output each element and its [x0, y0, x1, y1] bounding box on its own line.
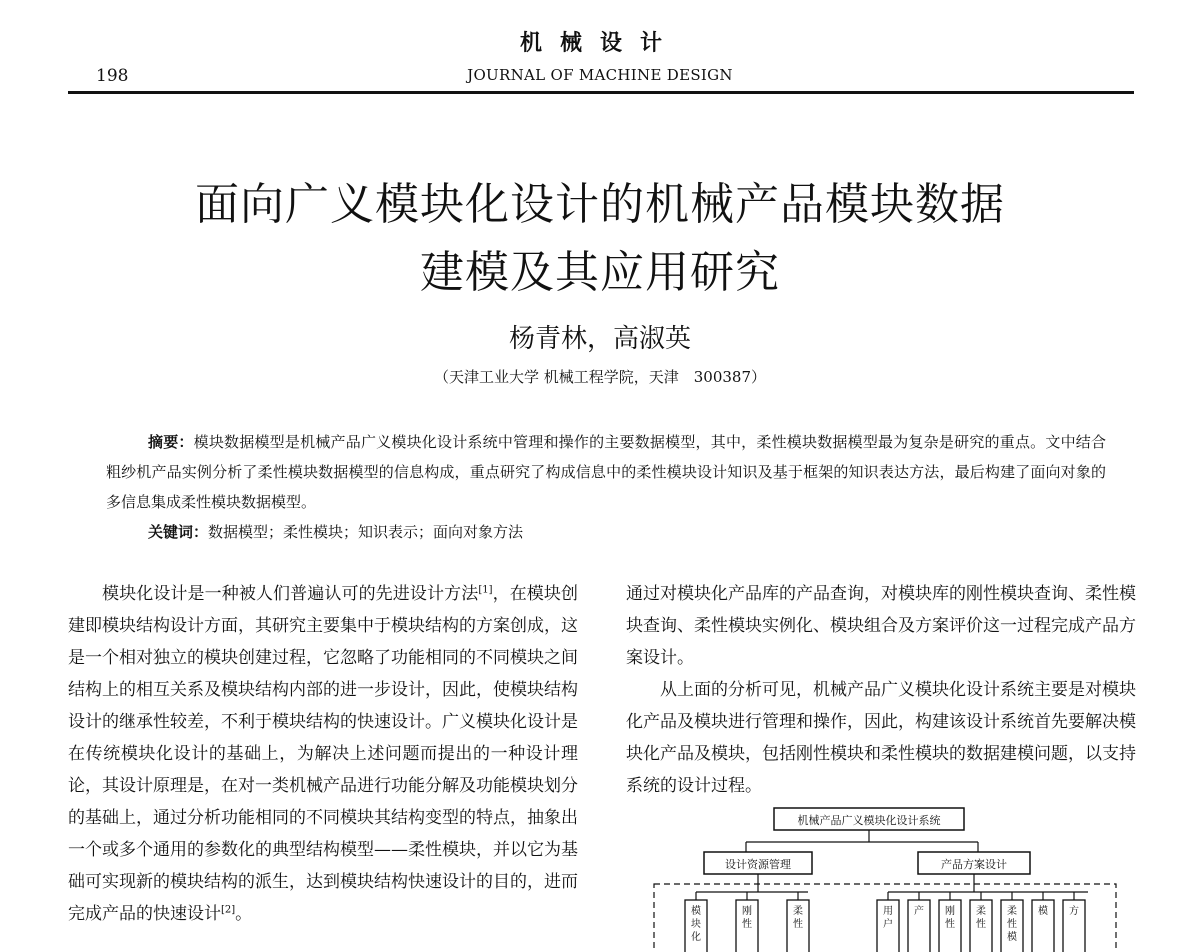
diagram-branch-label-left: 设计资源管理	[725, 858, 791, 871]
body-column-right	[626, 578, 1136, 802]
abstract	[106, 427, 1106, 517]
header-rule	[68, 91, 1134, 94]
citation-ref-2[interactable]: [2]	[221, 904, 236, 916]
authors: 杨青林，高淑英	[508, 324, 691, 354]
abstract-text: 模块数据模型是机械产品广义模块化设计系统中管理和操作的主要数据模型，其中，柔性模块数据模型最为复杂是研究的重点。文中结合粗纱机产品实例分析了柔性模块数据模型的信息构成，重点研究了构成信息中的柔性模块设计知识及基于框架的知识表达方法，最后构建了面向对象的多信息集成柔性模块数据模型。	[106, 433, 1106, 511]
body-paragraph: 通过对模块化产品库的产品查询，对模块库的刚性模块查询、柔性模块查询、柔性模块实例化、模块组合及方案评价这一过程完成产品方案设计。	[626, 584, 1136, 668]
abstract-label: 摘要：	[148, 433, 194, 451]
diagram-leaf-label: 模块化	[691, 906, 701, 943]
affiliation: （天津工业大学 机械工程学院，天津 300387）	[433, 368, 767, 386]
citation-ref-1[interactable]: [1]	[478, 584, 493, 596]
keywords-text: 数据模型；柔性模块；知识表示；面向对象方法	[208, 523, 524, 541]
keywords	[148, 521, 523, 542]
paper-title-line-2: 建模及其应用研究	[420, 247, 780, 298]
diagram-leaf-label: 方	[1069, 906, 1079, 917]
paper-title-line-1: 面向广义模块化设计的机械产品模块数据	[195, 179, 1005, 230]
diagram-leaf-label: 柔性	[793, 906, 803, 930]
diagram-leaf-label: 用户	[883, 906, 893, 930]
journal-name-en: JOURNAL OF MACHINE DESIGN	[467, 66, 733, 84]
system-structure-diagram	[636, 800, 1126, 952]
diagram-leaf-label: 刚性	[945, 906, 955, 930]
diagram-leaf-label: 柔性	[976, 906, 986, 930]
body-column-left	[68, 578, 578, 930]
body-paragraph: 模块化设计是一种被人们普遍认可的先进设计方法[1]，在模块创建即模块结构设计方面，其研究主要集中于模块结构的方案创成，这是一个相对独立的模块创建过程，它忽略了功能相同的不同模块之间结构上的相互关系及模块结构内部的进一步设计，因此，使模块结构设计的继承性较差，不利于模块结构的快速设计。广义模块化设计是在传统模块化设计的基础上，为解决上述问题而提出的一种设计理论，其设计原理是，在对一类机械产品进行功能分解及功能模块划分的基础上，通过分析功能相同的不同模块其结构变型的特点，抽象出一个或多个通用的参数化的典型结构模型——柔性模块，并以它为基础可实现新的模块结构的派生，达到模块结构快速设计的目的，进而完成产品的快速设计[2]。	[68, 584, 579, 924]
diagram-root-label: 机械产品广义模块化设计系统	[797, 814, 941, 827]
diagram-branch-label-right: 产品方案设计	[941, 858, 1007, 871]
page-number: 198	[96, 66, 129, 86]
diagram-leaves-left	[685, 892, 809, 952]
diagram-leaf-label: 产	[914, 906, 924, 917]
keywords-label: 关键词：	[148, 523, 209, 541]
journal-name-cn: 机械设计	[519, 30, 680, 56]
diagram-leaf-label: 刚性	[742, 906, 752, 930]
diagram-leaves-right	[877, 892, 1085, 952]
diagram-leaf-label: 模	[1038, 906, 1048, 917]
diagram-leaf-label: 柔性模	[1007, 906, 1017, 943]
body-paragraph: 从上面的分析可见，机械产品广义模块化设计系统主要是对模块化产品及模块进行管理和操作，因此，构建该设计系统首先要解决模块化产品及模块，包括刚性模块和柔性模块的数据建模问题，以支持系统的设计过程。	[626, 680, 1136, 796]
